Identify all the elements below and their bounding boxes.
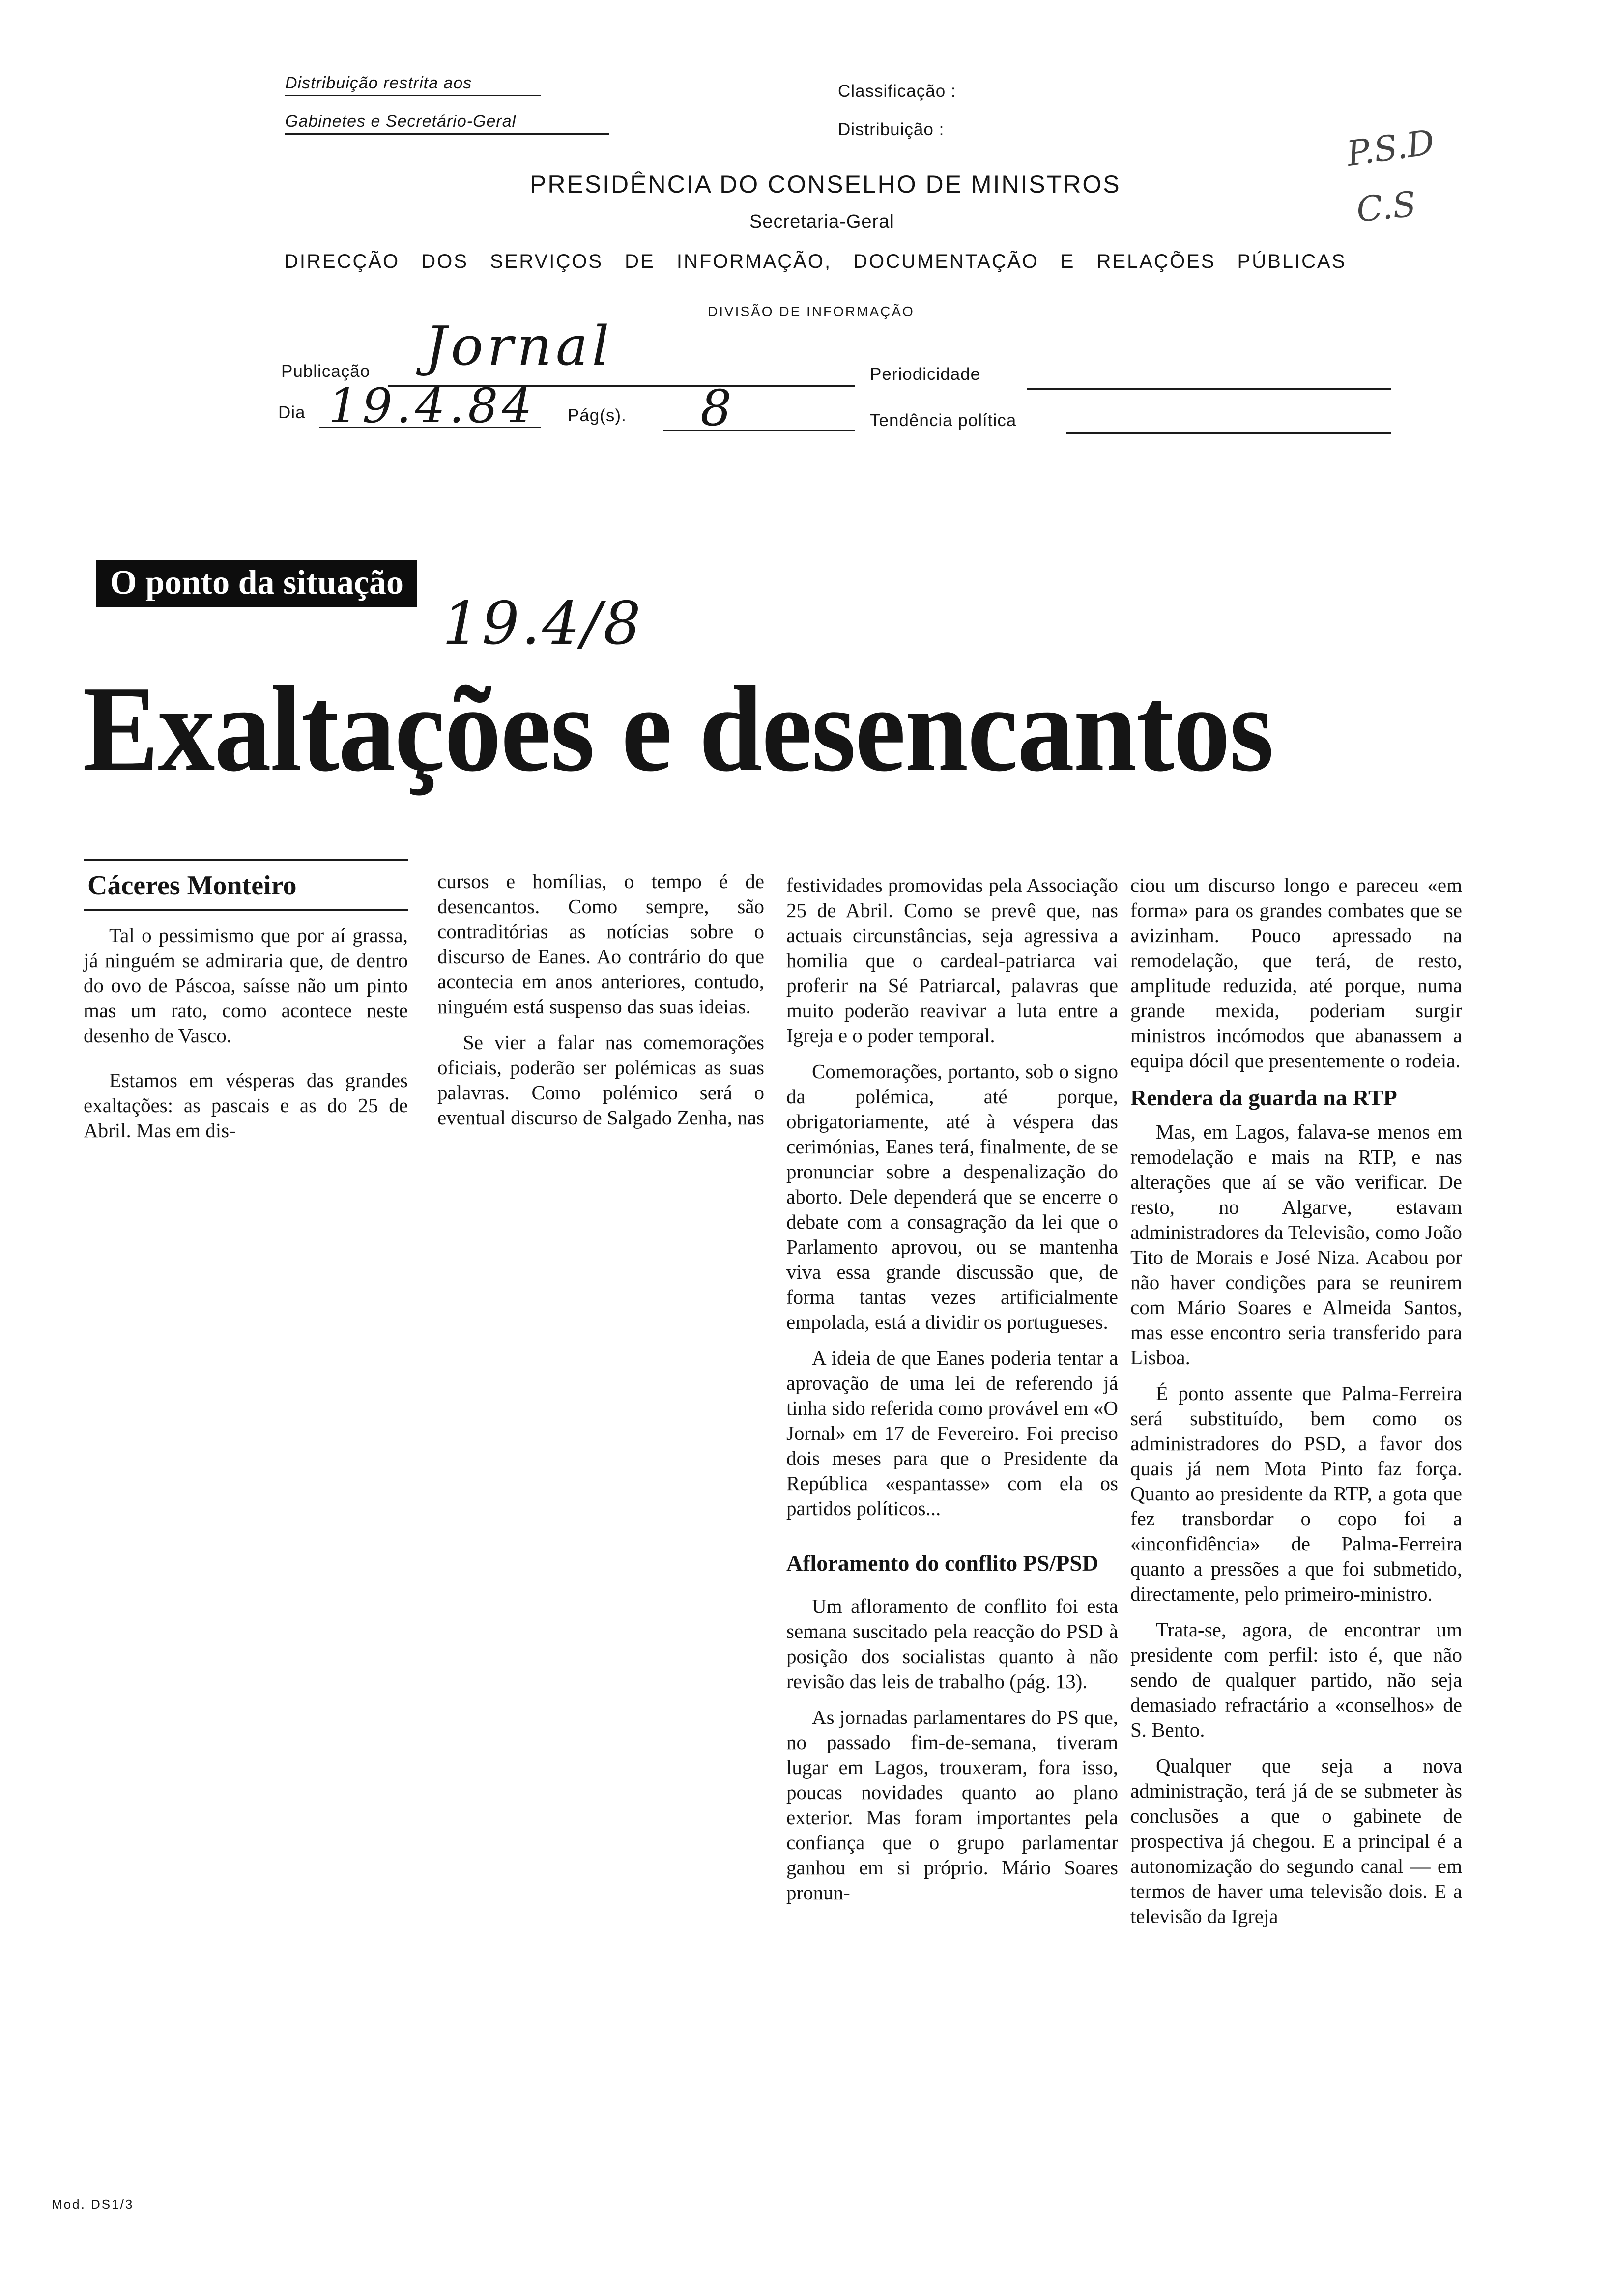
tendencia-label: Tendência política <box>870 411 1017 430</box>
classificacao-label: Classificação : <box>838 82 956 101</box>
restriction-notice-line1: Distribuição restrita aos <box>285 74 541 96</box>
paragraph: festividades promovidas pela Associação 25 de Abril. Como se prevê que, nas actuais circunstâncias, seja agressiva a homilia que o cardeal-patriarca vai proferir na Sé Patriarcal, palavras que muito poderão reavivar a luta entre a Igreja e o poder temporal. <box>786 874 1118 1047</box>
byline-rule-bottom <box>84 909 408 911</box>
distribuicao-label: Distribuição : <box>838 120 945 139</box>
paragraph: Se vier a falar nas comemorações oficiais, poderão ser polémicas as suas palavras. Como polémico será o eventual discurso de Salgado Zenha, nas <box>437 1031 764 1129</box>
dia-handwritten-value: 19.4.84 <box>328 378 536 433</box>
article-column-1 <box>84 923 408 1154</box>
publicacao-label: Publicação <box>281 362 371 381</box>
pag-field-line <box>663 430 855 431</box>
directorate-line: DIRECÇÃO DOS SERVIÇOS DE INFORMAÇÃO, DOCUMENTAÇÃO E RELAÇÕES PÚBLICAS <box>284 251 1347 272</box>
periodicidade-field-line <box>1027 388 1391 390</box>
subheading-conflito: Afloramento do conflito PS/PSD <box>786 1550 1099 1576</box>
periodicidade-label: Periodicidade <box>870 365 981 384</box>
article-column-4 <box>1130 873 1462 1940</box>
corner-pencil-mark: P.S.D <box>1344 121 1437 174</box>
subheading-rtp: Rendera da guarda na RTP <box>1130 1085 1397 1110</box>
paragraph: Comemorações, portanto, sob o signo da polémica, até porque, obrigatoriamente, até à véspera das cerimónias, Eanes terá, finalmente, de se pronunciar sobre a despenalização do aborto. Dele dependerá que se encerre o debate com a consagração da lei que o Parlamento aprovou, ou se mantenha viva essa grande discussão que, de forma tantas vezes artificialmente empolada, está a dividir os portugueses. <box>786 1060 1118 1333</box>
restriction-notice-line2: Gabinetes e Secretário-Geral <box>285 112 609 135</box>
paragraph: Trata-se, agora, de encontrar um presidente com perfil: isto é, que não sendo de qualquer partido, não seja demasiado refractário a «conselhos» de S. Bento. <box>1130 1618 1462 1741</box>
article-headline: Exaltações e desencantos <box>83 661 1273 797</box>
paragraph: cursos e homílias, o tempo é de desencantos. Como sempre, são contraditórias as notícias sobre o discurso de Eanes. Ao contrário do que acontecia em anos anteriores, contudo, ninguém está suspenso das suas ideias. <box>437 870 764 1018</box>
paragraph: Um afloramento de conflito foi esta semana suscitado pela reacção do PSD à posição dos socialistas quanto à não revisão das leis de trabalho (pág. 13). <box>786 1595 1118 1693</box>
article-column-2 <box>437 869 764 1141</box>
form-code: Mod. DS1/3 <box>52 2197 134 2211</box>
article-column-3 <box>786 873 1118 1916</box>
organization-title: PRESIDÊNCIA DO CONSELHO DE MINISTROS <box>530 171 1121 198</box>
paragraph: É ponto assente que Palma-Ferreira será substituído, bem como os administradores do PSD, a favor dos quais já nem Mota Pinto faz força. Quanto ao presidente da RTP, a gota que fez transbordar o copo foi a «inconfidência» de Palma-Ferreira quanto a pressões a que foi submetido, directamente, pelo primeiro-ministro. <box>1130 1382 1462 1605</box>
division-line: DIVISÃO DE INFORMAÇÃO <box>708 304 915 319</box>
organization-subtitle: Secretaria-Geral <box>749 211 894 232</box>
pag-handwritten-value: 8 <box>700 379 736 437</box>
section-rubric: O ponto da situação <box>96 560 417 607</box>
corner-pencil-mark-2: C.S <box>1354 183 1418 230</box>
dia-label: Dia <box>278 403 306 422</box>
paragraph: As jornadas parlamentares do PS que, no passado fim-de-semana, tiveram lugar em Lagos, trouxeram, fora isso, poucas novidades quanto ao plano exterior. Mas foram importantes pela confiança que o grupo parlamentar ganhou em si próprio. Mário Soares pronun- <box>786 1706 1118 1904</box>
paragraph: ciou um discurso longo e pareceu «em forma» para os grandes combates que se avizinham. Pouco apressado na remodelação, que terá, de resto, amplitude reduzida, até porque, numa grande mexida, poderiam surgir ministros incómodos que abanassem a equipa dócil que presentemente o rodeia. <box>1130 874 1462 1072</box>
article-byline: Cáceres Monteiro <box>87 870 297 901</box>
handwritten-margin-note: 19.4/8 <box>442 590 643 658</box>
tendencia-field-line <box>1066 432 1391 434</box>
byline-rule <box>84 859 408 861</box>
publicacao-handwritten-value: Jornal <box>425 315 613 377</box>
paragraph: Mas, em Lagos, falava-se menos em remodelação e mais na RTP, e nas alterações que aí se vão verificar. De resto, no Algarve, estavam administradores da Televisão, como João Tito de Morais e José Niza. Acabou por não haver condições para se reunirem com Mário Soares e Almeida Santos, mas esse encontro seria transferido para Lisboa. <box>1130 1120 1462 1369</box>
paragraph: Estamos em vésperas das grandes exaltações: as pascais e as do 25 de Abril. Mas em dis- <box>84 1069 408 1142</box>
paragraph: Tal o pessimismo que por aí grassa, já ninguém se admiraria que, de dentro do ovo de Páscoa, saísse não um pinto mas um rato, como acontece neste desenho de Vasco. <box>84 924 408 1047</box>
pag-label: Pág(s). <box>568 406 627 425</box>
paragraph: Qualquer que seja a nova administração, terá já de se submeter às conclusões a que o gabinete de prospectiva já chegou. E a principal é a autonomização do segundo canal — em termos de haver uma televisão dois. E a televisão da Igreja <box>1130 1754 1462 1927</box>
paragraph: A ideia de que Eanes poderia tentar a aprovação de uma lei de referendo já tinha sido referida como provável em «O Jornal» em 17 de Fevereiro. Foi preciso dois meses para que o Presidente da República «espantasse» com ela os partidos políticos... <box>786 1347 1118 1520</box>
